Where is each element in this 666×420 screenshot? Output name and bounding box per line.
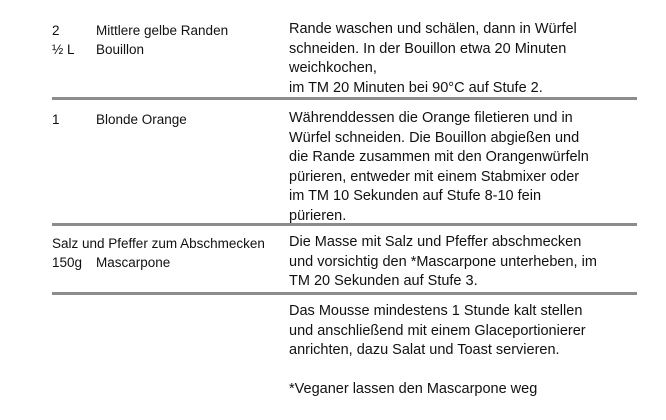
ingredient-quantity: 2 [52,23,60,38]
ingredient-name: Mittlere gelbe Randen [96,23,229,38]
ingredient-item [52,21,228,40]
ingredient-quantity: ½ L [52,42,75,57]
paragraph-gap [289,361,629,381]
ingredient-list [52,21,228,59]
row-divider [52,97,637,100]
ingredient-quantity: 1 [52,112,60,127]
row-divider [52,292,637,295]
ingredient-list [52,234,265,272]
instruction-text: Währenddessen die Orange filetieren und in Würfel schneiden. Die Bouillon abgießen und die Rande zusammen mit den Orangenwürfeln pürieren, entweder mit einem Stabmixer oder im TM 10 Sekunden auf Stufe 8-10 fein pürieren. [289,110,589,224]
instruction-block [289,302,629,400]
row-divider [52,223,637,226]
ingredient-list [52,110,187,129]
vegan-note: *Veganer lassen den Mascarpone weg [289,381,538,397]
ingredient-item [52,40,228,59]
ingredient-quantity: 150g [52,255,83,270]
instruction-text: Rande waschen und schälen, dann in Würfel schneiden. In der Bouillon etwa 20 Minuten weichkochen, im TM 20 Minuten bei 90°C auf Stufe 2. [289,21,577,96]
ingredient-item-seasoning: Salz und Pfeffer zum Abschmecken [52,236,265,251]
ingredient-item [52,253,265,272]
instruction-text: Das Mousse mindestens 1 Stunde kalt stellen und anschließend mit einem Glaceportionierer anrichten, dazu Salat und Toast servieren. [289,303,586,358]
ingredient-item [52,110,187,129]
ingredient-name: Mascarpone [96,255,171,270]
instruction-text: Die Masse mit Salz und Pfeffer abschmecken und vorsichtig den *Mascarpone unterheben, im TM 20 Sekunden auf Stufe 3. [289,234,597,289]
ingredient-name: Blonde Orange [96,112,187,127]
ingredient-name: Bouillon [96,42,145,57]
